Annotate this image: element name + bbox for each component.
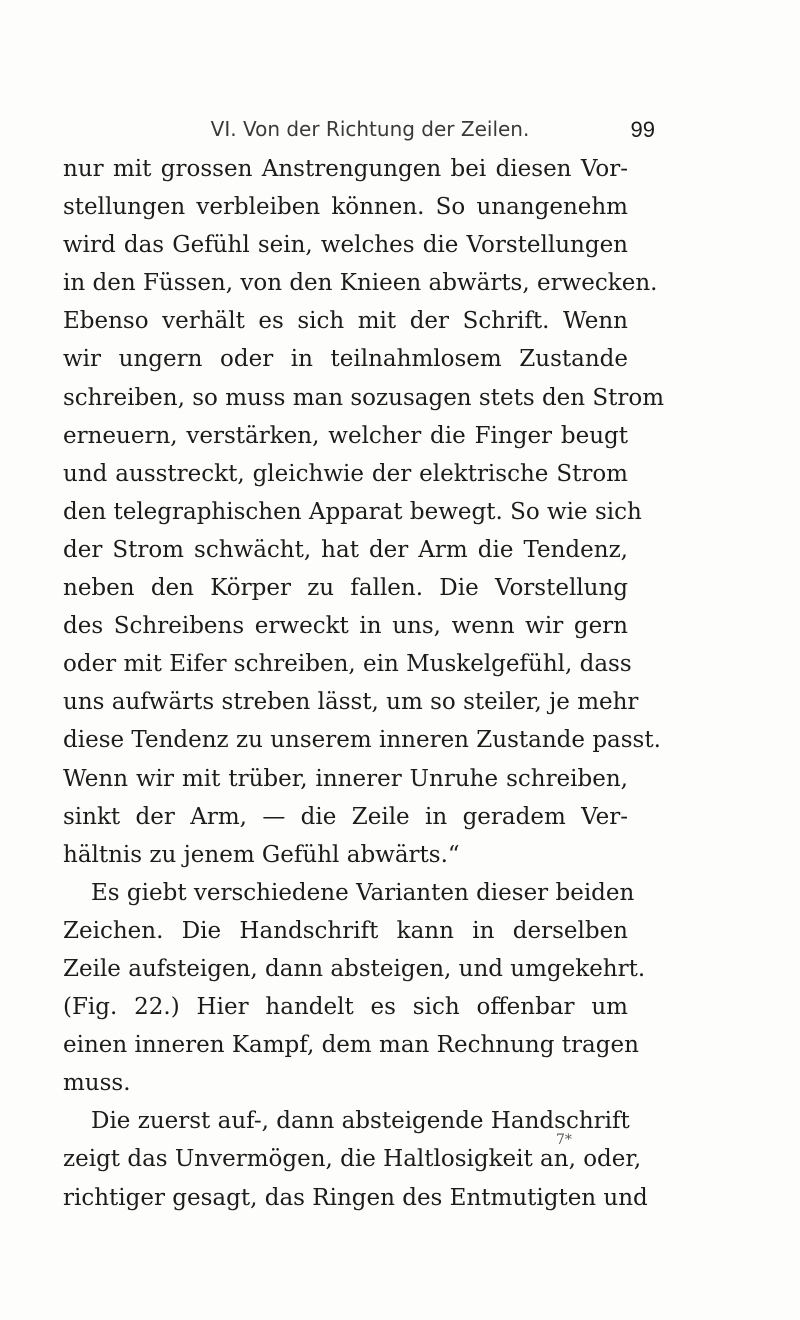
text-line: nur mit grossen Anstrengungen bei diesen Vor-	[63, 156, 628, 182]
text-line: (Fig. 22.) Hier handelt es sich offenbar um	[63, 994, 628, 1021]
text-line: uns aufwärts streben lässt, um so steiler, je mehr	[63, 689, 639, 716]
text-line: Zeichen. Die Handschrift kann in derselben	[63, 917, 628, 944]
text-line: hältnis zu jenem Gefühl abwärts.“	[63, 841, 460, 868]
text-line: des Schreibens erweckt in uns, wenn wir gern	[63, 613, 628, 640]
text-line: erneuern, verstärken, welcher die Finger beugt	[63, 422, 628, 449]
text-line: in den Füssen, von den Knieen abwärts, erwecken.	[63, 270, 658, 297]
text-line: richtiger gesagt, das Ringen des Entmutigten und	[63, 1184, 648, 1211]
text-line: Wenn wir mit trüber, innerer Unruhe schreiben,	[63, 765, 628, 792]
text-line: stellungen verbleiben können. So unangenehm	[63, 194, 628, 221]
text-line: einen inneren Kampf, dem man Rechnung tragen	[63, 1032, 639, 1059]
running-head	[110, 117, 655, 147]
text-line: Die zuerst auf-, dann absteigende Handschrift	[91, 1108, 630, 1135]
text-line: diese Tendenz zu unserem inneren Zustande passt.	[63, 727, 661, 754]
text-line: Ebenso verhält es sich mit der Schrift. Wenn	[63, 308, 628, 335]
text-line: neben den Körper zu fallen. Die Vorstellung	[63, 575, 628, 602]
text-line: muss.	[63, 1070, 131, 1097]
text-line: wir ungern oder in teilnahmlosem Zustande	[63, 346, 628, 373]
text-line: Es giebt verschiedene Varianten dieser beiden	[91, 879, 635, 906]
text-line: oder mit Eifer schreiben, ein Muskelgefühl, dass	[63, 651, 632, 678]
text-line: schreiben, so muss man sozusagen stets den Strom	[63, 384, 665, 411]
text-line: der Strom schwächt, hat der Arm die Tendenz,	[63, 536, 628, 563]
page-number: 99	[630, 117, 655, 142]
text-line: wird das Gefühl sein, welches die Vorstellungen	[63, 232, 628, 259]
text-line: sinkt der Arm, — die Zeile in geradem Ver-	[63, 803, 628, 830]
text-line: und ausstreckt, gleichwie der elektrische Strom	[63, 460, 628, 487]
text-line: Zeile aufsteigen, dann absteigen, und umgekehrt.	[63, 955, 646, 982]
body-text	[63, 150, 665, 1217]
text-line: zeigt das Unvermögen, die Haltlosigkeit an, oder,	[63, 1146, 642, 1173]
signature-mark: 7*	[556, 1132, 572, 1148]
text-line: den telegraphischen Apparat bewegt. So wie sich	[63, 498, 642, 525]
chapter-title: VI. Von der Richtung der Zeilen.	[210, 117, 530, 141]
